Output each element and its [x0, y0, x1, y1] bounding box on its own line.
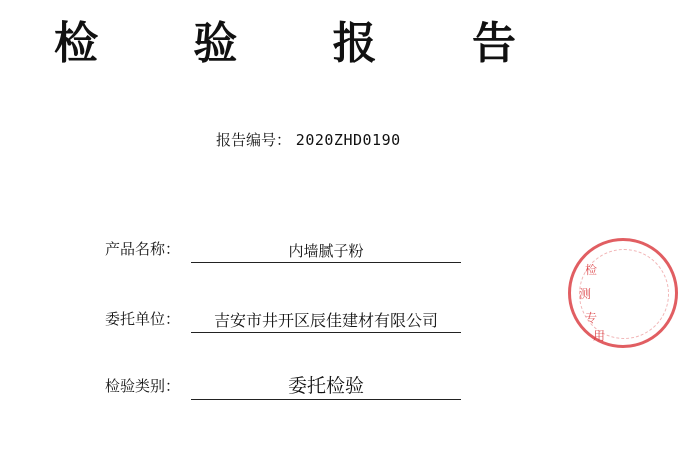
red-seal-stamp: 检 测 专 用	[568, 238, 678, 348]
client-unit-label: 委托单位：	[105, 310, 181, 328]
product-name-value: 内墙腻子粉	[191, 240, 461, 263]
seal-inner-ring	[579, 249, 669, 339]
client-unit-value: 吉安市井开区辰佳建材有限公司	[191, 308, 461, 333]
report-number-label: 报告编号：	[216, 131, 292, 149]
field-inspection-type	[105, 370, 465, 400]
document-title: 检 验 报 告	[54, 18, 556, 69]
inspection-type-value: 委托检验	[191, 371, 461, 400]
inspection-type-label: 检验类别：	[105, 377, 181, 395]
product-name-label: 产品名称：	[105, 240, 181, 258]
report-number-value: 2020ZHD0190	[295, 131, 401, 149]
field-client-unit	[105, 303, 465, 333]
report-number	[216, 130, 401, 150]
field-product-name	[105, 233, 465, 263]
